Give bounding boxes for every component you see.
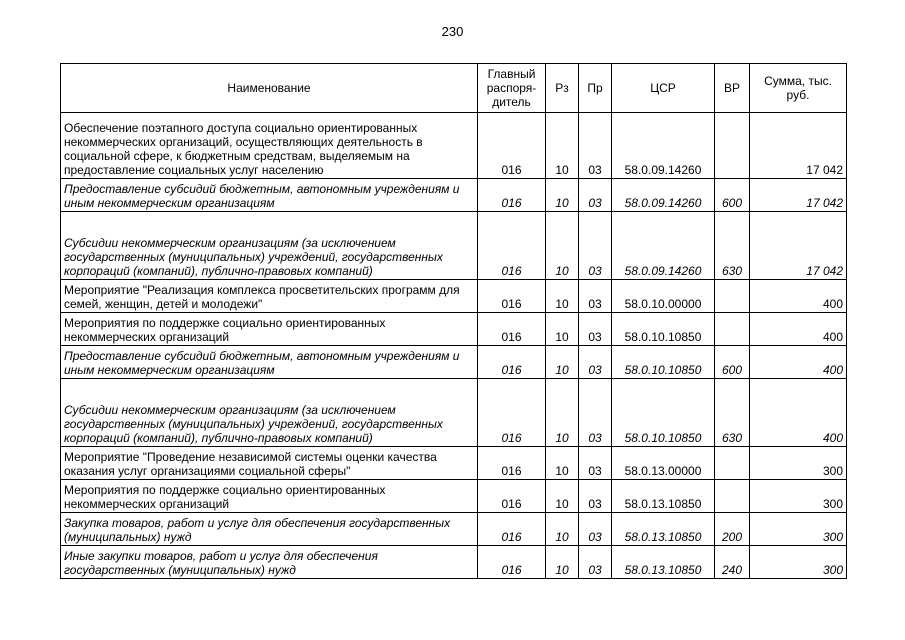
cell-name: Мероприятия по поддержке социально ориентированных некоммерческих организаций [61,313,478,346]
cell-csr: 58.0.09.14260 [612,212,715,280]
cell-vr: 630 [715,379,750,447]
cell-name: Предоставление субсидий бюджетным, автономным учреждениям и иным некоммерческим организациям [61,346,478,379]
cell-admin: 016 [478,212,546,280]
cell-name: Субсидии некоммерческим организациям (за исключением государственных (муниципальных) учреждений, государственных корпораций (компаний), публично-правовых компаний) [61,212,478,280]
cell-sum: 300 [750,447,847,480]
cell-rz: 10 [546,280,579,313]
cell-name: Мероприятие "Реализация комплекса просветительских программ для семей, женщин, детей и молодежи" [61,280,478,313]
cell-rz: 10 [546,212,579,280]
cell-rz: 10 [546,513,579,546]
table-row [61,280,847,313]
cell-csr: 58.0.13.10850 [612,480,715,513]
cell-vr [715,480,750,513]
cell-vr: 600 [715,346,750,379]
cell-admin: 016 [478,379,546,447]
table-body [61,113,847,579]
cell-sum: 300 [750,480,847,513]
cell-rz: 10 [546,113,579,179]
cell-pr: 03 [579,113,612,179]
cell-csr: 58.0.13.10850 [612,546,715,579]
cell-csr: 58.0.10.10850 [612,346,715,379]
cell-csr: 58.0.09.14260 [612,179,715,212]
cell-rz: 10 [546,546,579,579]
cell-rz: 10 [546,379,579,447]
table-row [61,113,847,179]
cell-name: Закупка товаров, работ и услуг для обеспечения государственных (муниципальных) нужд [61,513,478,546]
cell-rz: 10 [546,313,579,346]
cell-sum: 300 [750,513,847,546]
cell-admin: 016 [478,113,546,179]
page-number: 230 [441,24,464,39]
table-row [61,480,847,513]
cell-csr: 58.0.10.10850 [612,379,715,447]
cell-sum: 300 [750,546,847,579]
cell-name: Обеспечение поэтапного доступа социально ориентированных некоммерческих организаций, осуществляющих деятельность в социальной сфере, к бюджетным средствам, выделяемым на предоставление социальных услуг населению [61,113,478,179]
cell-pr: 03 [579,379,612,447]
cell-name: Субсидии некоммерческим организациям (за исключением государственных (муниципальных) учреждений, государственных корпораций (компаний), публично-правовых компаний) [61,379,478,447]
table-row [61,447,847,480]
cell-pr: 03 [579,346,612,379]
header-csr: ЦСР [612,64,715,113]
header-name: Наименование [61,64,478,113]
cell-name: Мероприятие "Проведение независимой системы оценки качества оказания услуг организациями социальной сферы" [61,447,478,480]
cell-admin: 016 [478,179,546,212]
header-vr: ВР [715,64,750,113]
cell-pr: 03 [579,280,612,313]
cell-admin: 016 [478,546,546,579]
header-rz: Рз [546,64,579,113]
cell-rz: 10 [546,480,579,513]
cell-pr: 03 [579,513,612,546]
table-row [61,179,847,212]
cell-admin: 016 [478,513,546,546]
cell-pr: 03 [579,313,612,346]
cell-vr [715,447,750,480]
table-row [61,379,847,447]
cell-vr: 200 [715,513,750,546]
header-pr: Пр [579,64,612,113]
cell-pr: 03 [579,447,612,480]
cell-pr: 03 [579,546,612,579]
cell-sum: 400 [750,313,847,346]
cell-pr: 03 [579,480,612,513]
cell-csr: 58.0.13.00000 [612,447,715,480]
cell-sum: 17 042 [750,212,847,280]
cell-vr: 240 [715,546,750,579]
cell-rz: 10 [546,179,579,212]
cell-csr: 58.0.09.14260 [612,113,715,179]
table-row [61,313,847,346]
cell-sum: 400 [750,379,847,447]
budget-table [60,63,847,579]
cell-csr: 58.0.10.00000 [612,280,715,313]
cell-pr: 03 [579,179,612,212]
cell-pr: 03 [579,212,612,280]
cell-vr: 630 [715,212,750,280]
cell-csr: 58.0.10.10850 [612,313,715,346]
cell-sum: 17 042 [750,179,847,212]
table-row [61,546,847,579]
cell-rz: 10 [546,447,579,480]
cell-sum: 400 [750,346,847,379]
cell-csr: 58.0.13.10850 [612,513,715,546]
table-header-row [61,64,847,113]
cell-admin: 016 [478,480,546,513]
cell-name: Иные закупки товаров, работ и услуг для обеспечения государственных (муниципальных) нужд [61,546,478,579]
header-admin: Главный распоря-дитель [478,64,546,113]
cell-admin: 016 [478,346,546,379]
cell-rz: 10 [546,346,579,379]
cell-admin: 016 [478,447,546,480]
table-row [61,346,847,379]
cell-vr [715,313,750,346]
cell-vr: 600 [715,179,750,212]
cell-sum: 400 [750,280,847,313]
cell-admin: 016 [478,313,546,346]
cell-name: Предоставление субсидий бюджетным, автономным учреждениям и иным некоммерческим организациям [61,179,478,212]
cell-admin: 016 [478,280,546,313]
cell-name: Мероприятия по поддержке социально ориентированных некоммерческих организаций [61,480,478,513]
table-row [61,212,847,280]
cell-vr [715,280,750,313]
cell-vr [715,113,750,179]
cell-sum: 17 042 [750,113,847,179]
table-row [61,513,847,546]
header-sum: Сумма, тыс. руб. [750,64,847,113]
